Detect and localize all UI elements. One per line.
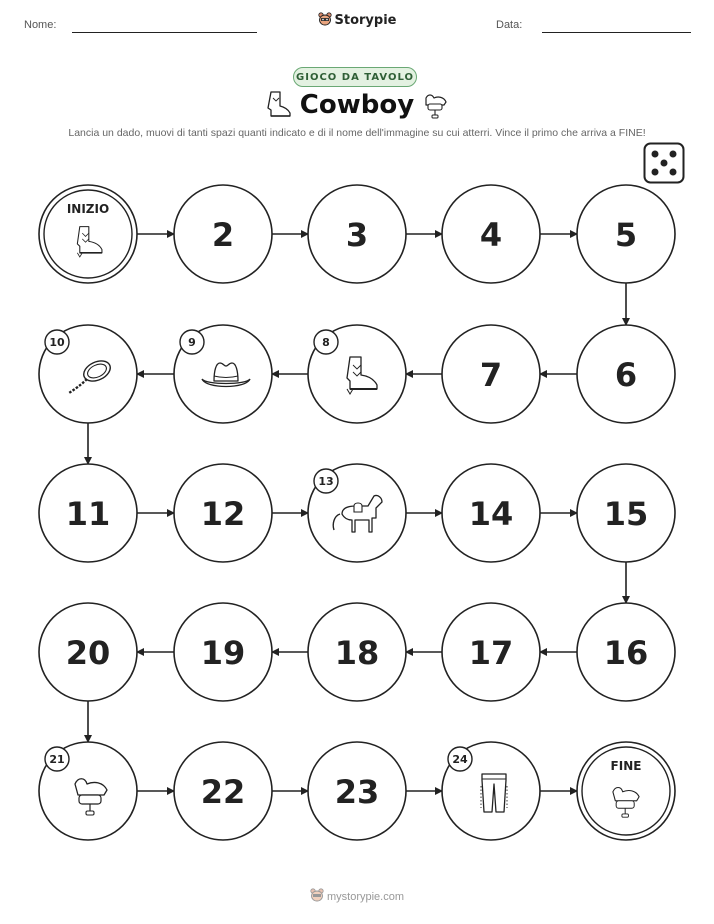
board-space-19 bbox=[174, 603, 272, 701]
brand-name: Storypie bbox=[334, 13, 397, 28]
space-number-badge: 10 bbox=[49, 336, 65, 349]
board-space-20 bbox=[39, 603, 137, 701]
board-space-24 bbox=[442, 742, 540, 840]
board-space-9 bbox=[174, 325, 272, 423]
space-number: 23 bbox=[334, 773, 380, 811]
page-title: Cowboy bbox=[299, 90, 415, 120]
board-space-4 bbox=[442, 185, 540, 283]
space-number: 7 bbox=[479, 356, 503, 394]
board-space-13 bbox=[308, 464, 406, 562]
board-space-21 bbox=[39, 742, 137, 840]
board-space-6 bbox=[577, 325, 675, 423]
board-space-10 bbox=[39, 325, 137, 423]
board-space-17 bbox=[442, 603, 540, 701]
date-label: Data: bbox=[496, 19, 523, 31]
space-number: 20 bbox=[65, 634, 111, 672]
space-number: 16 bbox=[603, 634, 649, 672]
board-space-8 bbox=[308, 325, 406, 423]
instructions: Lancia un dado, muovi di tanti spazi quanti indicato e di il nome dell'immagine su cui atterri. Vince il primo che arriva a FINE! bbox=[68, 127, 646, 139]
board-space-1 bbox=[39, 185, 137, 283]
board-space-18 bbox=[308, 603, 406, 701]
board-space-3 bbox=[308, 185, 406, 283]
footer bbox=[0, 888, 714, 903]
space-number-badge: 21 bbox=[49, 753, 65, 766]
space-number: 12 bbox=[200, 495, 246, 533]
space-number-badge: 24 bbox=[452, 753, 468, 766]
storypie-logo-icon bbox=[310, 888, 324, 903]
space-number: 17 bbox=[468, 634, 514, 672]
board-space-12 bbox=[174, 464, 272, 562]
board-space-14 bbox=[442, 464, 540, 562]
category-badge: GIOCO DA TAVOLO bbox=[293, 67, 417, 87]
space-number-badge: 13 bbox=[318, 475, 334, 488]
board-space-16 bbox=[577, 603, 675, 701]
space-number: 11 bbox=[65, 495, 111, 533]
board-space-11 bbox=[39, 464, 137, 562]
board-space-22 bbox=[174, 742, 272, 840]
board-space-25 bbox=[577, 742, 675, 840]
space-label: FINE bbox=[610, 759, 642, 773]
board-space-2 bbox=[174, 185, 272, 283]
space-number: 4 bbox=[479, 216, 503, 254]
board-space-5 bbox=[577, 185, 675, 283]
space-number: 2 bbox=[211, 216, 235, 254]
space-number: 22 bbox=[200, 773, 246, 811]
board-space-23 bbox=[308, 742, 406, 840]
space-label: INIZIO bbox=[66, 202, 110, 216]
space-number: 18 bbox=[334, 634, 380, 672]
board-space-15 bbox=[577, 464, 675, 562]
space-number: 5 bbox=[614, 216, 638, 254]
space-number-badge: 9 bbox=[188, 336, 196, 349]
space-number: 15 bbox=[603, 495, 649, 533]
space-number: 19 bbox=[200, 634, 246, 672]
footer-url: mystorypie.com bbox=[326, 891, 405, 903]
name-label: Nome: bbox=[24, 19, 57, 31]
space-number-badge: 8 bbox=[322, 336, 330, 349]
space-number: 6 bbox=[614, 356, 638, 394]
space-number: 14 bbox=[468, 495, 514, 533]
board-space-7 bbox=[442, 325, 540, 423]
space-number: 3 bbox=[345, 216, 369, 254]
